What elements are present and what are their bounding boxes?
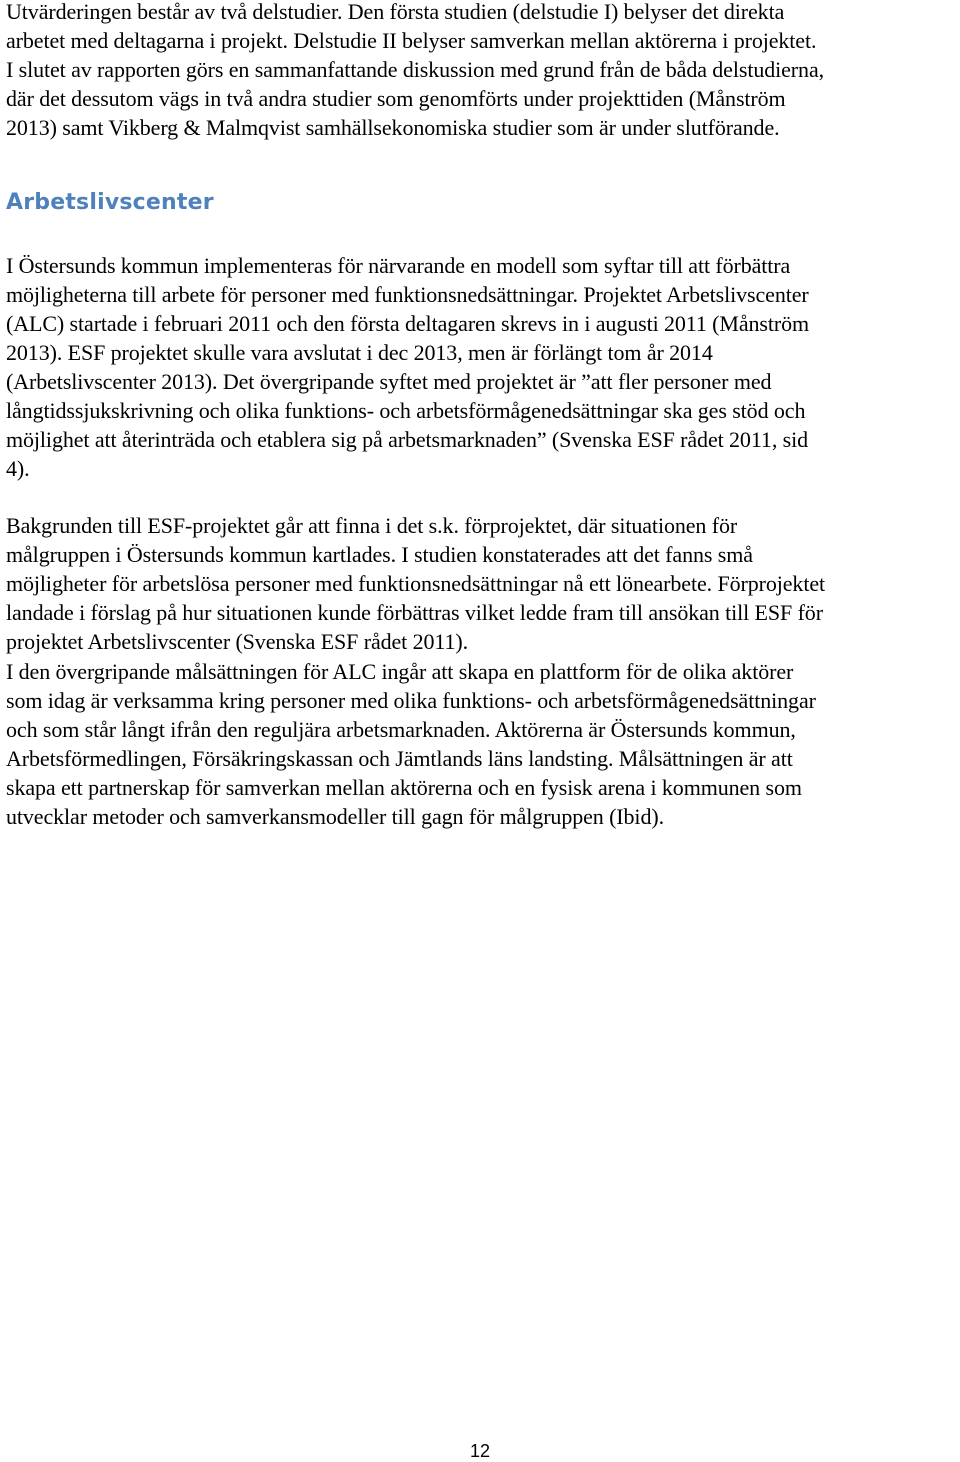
paragraph-line: landade i förslag på hur situationen kunde förbättras vilket ledde fram till ansökan till ESF för [6, 600, 823, 625]
paragraph-line: skapa ett partnerskap för samverkan mellan aktörerna och en fysisk arena i kommunen som [6, 775, 802, 800]
paragraph-line: möjligheter för arbetslösa personer med funktionsnedsättningar nå ett lönearbete. Förprojektet [6, 571, 826, 596]
page-number: 12 [469, 1441, 491, 1461]
paragraph-line: där det dessutom vägs in två andra studier som genomförts under projekttiden (Månström [6, 86, 786, 111]
paragraph-line: möjlighet att återinträda och etablera sig på arbetsmarknaden” (Svenska ESF rådet 2011, sid [6, 427, 808, 452]
paragraph-line: Utvärderingen består av två delstudier. Den första studien (delstudie I) belyser det direkta [6, 0, 785, 24]
paragraph-line: (ALC) startade i februari 2011 och den första deltagaren skrevs in i augusti 2011 (Månström [6, 311, 810, 336]
section-heading: Arbetslivscenter [6, 190, 214, 215]
paragraph-line: I Östersunds kommun implementeras för närvarande en modell som syftar till att förbättra [6, 253, 791, 278]
paragraph-line: projektet Arbetslivscenter (Svenska ESF rådet 2011). [6, 629, 468, 654]
paragraph-line: och som står långt ifrån den reguljära arbetsmarknaden. Aktörerna är Östersunds kommun, [6, 717, 796, 742]
paragraph-line: målgruppen i Östersunds kommun kartlades. I studien konstaterades att det fanns små [6, 542, 753, 567]
alc-intro-paragraph [6, 251, 809, 483]
paragraph-line: möjligheterna till arbete för personer med funktionsnedsättningar. Projektet Arbetslivscenter [6, 282, 809, 307]
paragraph-line: Arbetsförmedlingen, Försäkringskassan och Jämtlands läns landsting. Målsättningen är att [6, 746, 793, 771]
paragraph-line: Bakgrunden till ESF-projektet går att finna i det s.k. förprojektet, där situationen för [6, 513, 738, 538]
paragraph-line: 2013) samt Vikberg & Malmqvist samhällsekonomiska studier som är under slutförande. [6, 115, 780, 140]
paragraph-line: I slutet av rapporten görs en sammanfattande diskussion med grund från de båda delstudierna, [6, 57, 825, 82]
paragraph-line: 2013). ESF projektet skulle vara avslutat i dec 2013, men är förlängt tom år 2014 [6, 340, 713, 365]
paragraph-line: utvecklar metoder och samverkansmodeller till gagn för målgruppen (Ibid). [6, 804, 664, 829]
paragraph-line: 4). [6, 456, 30, 481]
intro-paragraph [6, 0, 824, 142]
paragraph-line: arbetet med deltagarna i projekt. Delstudie II belyser samverkan mellan aktörerna i projektet. [6, 28, 817, 53]
paragraph-line: (Arbetslivscenter 2013). Det övergripande syftet med projektet är ”att fler personer med [6, 369, 772, 394]
paragraph-line: I den övergripande målsättningen för ALC ingår att skapa en plattform för de olika aktörer [6, 659, 794, 684]
paragraph-line: som idag är verksamma kring personer med olika funktions- och arbetsförmågenedsättningar [6, 688, 816, 713]
paragraph-line: långtidssjukskrivning och olika funktions- och arbetsförmågenedsättningar ska ges stöd och [6, 398, 806, 423]
goals-paragraph [6, 657, 816, 831]
background-paragraph [6, 511, 825, 656]
